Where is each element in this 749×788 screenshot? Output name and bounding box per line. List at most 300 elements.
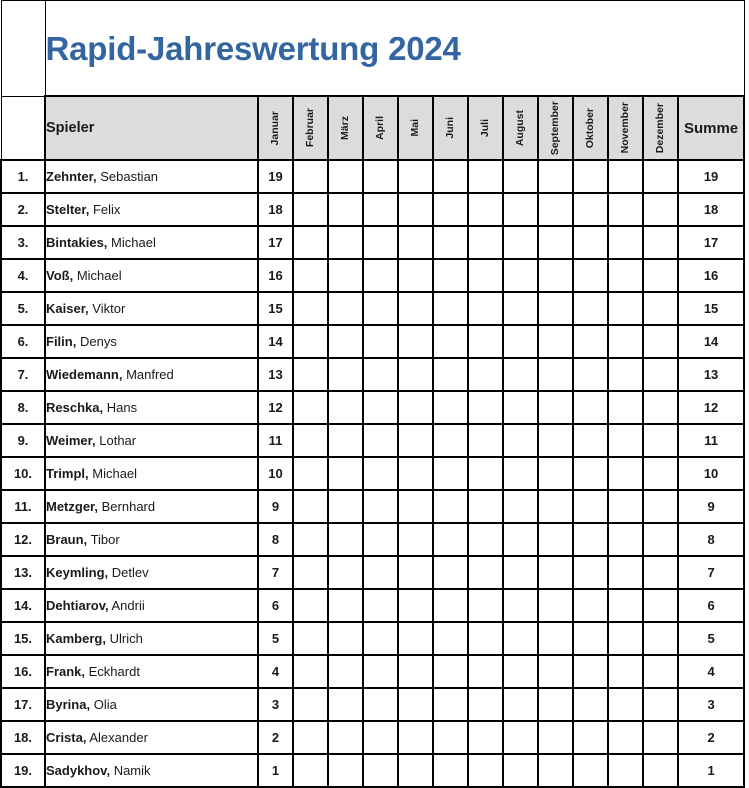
month-score-cell bbox=[503, 655, 538, 688]
header-month-label: September bbox=[549, 100, 562, 156]
month-score-cell bbox=[363, 754, 398, 787]
month-score-cell bbox=[503, 292, 538, 325]
header-month-label: August bbox=[514, 109, 527, 147]
month-score-cell bbox=[328, 754, 363, 787]
month-score-cell bbox=[608, 457, 643, 490]
header-month-mai bbox=[398, 96, 433, 160]
month-score-cell bbox=[643, 721, 678, 754]
header-month-september bbox=[538, 96, 573, 160]
header-rank bbox=[1, 96, 45, 160]
month-score-cell: 19 bbox=[258, 160, 293, 193]
player-first-name: Detlev bbox=[111, 565, 149, 580]
sum-cell: 12 bbox=[678, 391, 744, 424]
month-score-cell bbox=[573, 688, 608, 721]
month-score-cell bbox=[433, 391, 468, 424]
sum-cell: 10 bbox=[678, 457, 744, 490]
month-score-cell bbox=[398, 325, 433, 358]
month-score-cell: 7 bbox=[258, 556, 293, 589]
rank-cell: 13. bbox=[1, 556, 45, 589]
month-score-cell bbox=[503, 754, 538, 787]
player-first-name: Manfred bbox=[126, 367, 174, 382]
month-score-cell bbox=[538, 226, 573, 259]
header-month-label: März bbox=[339, 116, 352, 140]
sum-cell: 17 bbox=[678, 226, 744, 259]
month-score-cell bbox=[363, 556, 398, 589]
month-score-cell bbox=[608, 160, 643, 193]
month-score-cell bbox=[398, 391, 433, 424]
rank-cell: 14. bbox=[1, 589, 45, 622]
month-score-cell bbox=[538, 358, 573, 391]
sum-cell: 14 bbox=[678, 325, 744, 358]
player-first-name: Olia bbox=[93, 697, 117, 712]
month-score-cell bbox=[363, 457, 398, 490]
player-last-name: Reschka, bbox=[46, 400, 104, 415]
month-score-cell: 6 bbox=[258, 589, 293, 622]
month-score-cell bbox=[328, 655, 363, 688]
player-name-cell bbox=[45, 754, 258, 787]
month-score-cell bbox=[363, 391, 398, 424]
player-last-name: Voß, bbox=[46, 268, 74, 283]
player-last-name: Byrina, bbox=[46, 697, 91, 712]
sum-cell: 1 bbox=[678, 754, 744, 787]
month-score-cell bbox=[363, 523, 398, 556]
month-score-cell bbox=[468, 325, 503, 358]
month-score-cell bbox=[608, 490, 643, 523]
month-score-cell bbox=[293, 655, 328, 688]
month-score-cell bbox=[433, 325, 468, 358]
player-name-cell bbox=[45, 259, 258, 292]
month-score-cell bbox=[503, 259, 538, 292]
month-score-cell bbox=[433, 589, 468, 622]
month-score-cell bbox=[608, 589, 643, 622]
player-first-name: Tibor bbox=[90, 532, 120, 547]
month-score-cell bbox=[468, 292, 503, 325]
month-score-cell: 17 bbox=[258, 226, 293, 259]
month-score-cell bbox=[398, 490, 433, 523]
header-month-juli bbox=[468, 96, 503, 160]
month-score-cell bbox=[608, 259, 643, 292]
month-score-cell bbox=[328, 622, 363, 655]
player-last-name: Dehtiarov, bbox=[46, 598, 109, 613]
sum-cell: 18 bbox=[678, 193, 744, 226]
table-row bbox=[1, 160, 744, 193]
month-score-cell bbox=[643, 358, 678, 391]
month-score-cell bbox=[328, 391, 363, 424]
header-month-label: Oktober bbox=[584, 107, 597, 149]
month-score-cell bbox=[293, 325, 328, 358]
month-score-cell: 12 bbox=[258, 391, 293, 424]
month-score-cell bbox=[433, 457, 468, 490]
month-score-cell: 1 bbox=[258, 754, 293, 787]
sum-cell: 16 bbox=[678, 259, 744, 292]
month-score-cell bbox=[433, 556, 468, 589]
player-name-cell bbox=[45, 490, 258, 523]
month-score-cell bbox=[503, 226, 538, 259]
sum-cell: 2 bbox=[678, 721, 744, 754]
month-score-cell bbox=[468, 193, 503, 226]
month-score-cell bbox=[398, 754, 433, 787]
month-score-cell bbox=[293, 160, 328, 193]
table-row bbox=[1, 292, 744, 325]
month-score-cell bbox=[433, 193, 468, 226]
month-score-cell bbox=[328, 589, 363, 622]
month-score-cell bbox=[363, 655, 398, 688]
month-score-cell bbox=[468, 424, 503, 457]
month-score-cell bbox=[433, 424, 468, 457]
sum-cell: 8 bbox=[678, 523, 744, 556]
month-score-cell bbox=[398, 358, 433, 391]
player-name-cell bbox=[45, 325, 258, 358]
month-score-cell bbox=[468, 655, 503, 688]
month-score-cell: 3 bbox=[258, 688, 293, 721]
month-score-cell bbox=[643, 424, 678, 457]
month-score-cell bbox=[608, 655, 643, 688]
month-score-cell bbox=[573, 358, 608, 391]
month-score-cell bbox=[328, 259, 363, 292]
rank-cell: 12. bbox=[1, 523, 45, 556]
month-score-cell bbox=[643, 457, 678, 490]
month-score-cell bbox=[363, 589, 398, 622]
month-score-cell bbox=[503, 457, 538, 490]
month-score-cell bbox=[538, 424, 573, 457]
month-score-cell: 4 bbox=[258, 655, 293, 688]
player-first-name: Alexander bbox=[89, 730, 148, 745]
header-month-label: Juni bbox=[444, 117, 457, 139]
month-score-cell bbox=[643, 160, 678, 193]
player-first-name: Namik bbox=[113, 763, 151, 778]
month-score-cell bbox=[608, 688, 643, 721]
header-month-label: April bbox=[374, 116, 387, 140]
player-last-name: Kamberg, bbox=[46, 631, 106, 646]
month-score-cell bbox=[538, 523, 573, 556]
table-row bbox=[1, 424, 744, 457]
month-score-cell bbox=[643, 259, 678, 292]
month-score-cell bbox=[608, 193, 643, 226]
month-score-cell bbox=[293, 523, 328, 556]
month-score-cell: 15 bbox=[258, 292, 293, 325]
header-player: Spieler bbox=[45, 96, 258, 160]
player-last-name: Filin, bbox=[46, 334, 77, 349]
month-score-cell bbox=[608, 556, 643, 589]
table-header-row bbox=[1, 96, 744, 160]
month-score-cell bbox=[328, 325, 363, 358]
month-score-cell bbox=[468, 160, 503, 193]
month-score-cell bbox=[643, 655, 678, 688]
table-row bbox=[1, 589, 744, 622]
month-score-cell bbox=[503, 556, 538, 589]
month-score-cell bbox=[398, 622, 433, 655]
month-score-cell: 9 bbox=[258, 490, 293, 523]
month-score-cell bbox=[433, 160, 468, 193]
player-last-name: Bintakies, bbox=[46, 235, 108, 250]
player-last-name: Frank, bbox=[46, 664, 86, 679]
month-score-cell bbox=[503, 193, 538, 226]
month-score-cell: 5 bbox=[258, 622, 293, 655]
month-score-cell bbox=[328, 193, 363, 226]
player-name-cell bbox=[45, 226, 258, 259]
month-score-cell bbox=[608, 325, 643, 358]
rank-cell: 9. bbox=[1, 424, 45, 457]
month-score-cell bbox=[573, 259, 608, 292]
player-first-name: Michael bbox=[92, 466, 138, 481]
header-month-juni bbox=[433, 96, 468, 160]
month-score-cell bbox=[363, 490, 398, 523]
month-score-cell bbox=[503, 391, 538, 424]
month-score-cell bbox=[608, 721, 643, 754]
month-score-cell bbox=[398, 523, 433, 556]
player-first-name: Ulrich bbox=[109, 631, 143, 646]
month-score-cell bbox=[293, 457, 328, 490]
month-score-cell bbox=[538, 589, 573, 622]
player-last-name: Zehnter, bbox=[46, 169, 97, 184]
header-month-november bbox=[608, 96, 643, 160]
month-score-cell bbox=[608, 358, 643, 391]
month-score-cell bbox=[503, 589, 538, 622]
month-score-cell bbox=[643, 226, 678, 259]
table-row bbox=[1, 622, 744, 655]
player-last-name: Stelter, bbox=[46, 202, 90, 217]
month-score-cell bbox=[293, 424, 328, 457]
month-score-cell bbox=[643, 193, 678, 226]
player-last-name: Wiedemann, bbox=[46, 367, 123, 382]
player-name-cell bbox=[45, 523, 258, 556]
month-score-cell bbox=[468, 556, 503, 589]
rank-cell: 11. bbox=[1, 490, 45, 523]
player-first-name: Felix bbox=[92, 202, 121, 217]
header-month-dezember bbox=[643, 96, 678, 160]
month-score-cell: 14 bbox=[258, 325, 293, 358]
month-score-cell bbox=[433, 292, 468, 325]
month-score-cell bbox=[363, 622, 398, 655]
month-score-cell bbox=[503, 358, 538, 391]
rank-cell: 2. bbox=[1, 193, 45, 226]
table-row bbox=[1, 457, 744, 490]
player-last-name: Kaiser, bbox=[46, 301, 89, 316]
month-score-cell bbox=[538, 721, 573, 754]
month-score-cell bbox=[538, 259, 573, 292]
player-name-cell bbox=[45, 556, 258, 589]
month-score-cell bbox=[433, 655, 468, 688]
month-score-cell bbox=[643, 589, 678, 622]
month-score-cell bbox=[573, 424, 608, 457]
month-score-cell bbox=[328, 358, 363, 391]
month-score-cell: 11 bbox=[258, 424, 293, 457]
month-score-cell bbox=[468, 490, 503, 523]
rank-cell: 18. bbox=[1, 721, 45, 754]
month-score-cell bbox=[573, 556, 608, 589]
month-score-cell bbox=[468, 688, 503, 721]
rank-cell: 19. bbox=[1, 754, 45, 787]
month-score-cell bbox=[538, 193, 573, 226]
month-score-cell bbox=[363, 424, 398, 457]
month-score-cell bbox=[293, 292, 328, 325]
player-first-name: Eckhardt bbox=[88, 664, 140, 679]
month-score-cell bbox=[328, 490, 363, 523]
sum-cell: 15 bbox=[678, 292, 744, 325]
player-name-cell bbox=[45, 688, 258, 721]
month-score-cell bbox=[293, 490, 328, 523]
rank-cell: 7. bbox=[1, 358, 45, 391]
month-score-cell bbox=[293, 226, 328, 259]
player-name-cell bbox=[45, 622, 258, 655]
player-first-name: Sebastian bbox=[100, 169, 159, 184]
month-score-cell bbox=[573, 325, 608, 358]
player-name-cell bbox=[45, 424, 258, 457]
sum-cell: 13 bbox=[678, 358, 744, 391]
month-score-cell bbox=[398, 424, 433, 457]
player-name-cell bbox=[45, 193, 258, 226]
player-name-cell bbox=[45, 589, 258, 622]
month-score-cell bbox=[538, 325, 573, 358]
month-score-cell bbox=[643, 391, 678, 424]
month-score-cell bbox=[328, 292, 363, 325]
sum-cell: 6 bbox=[678, 589, 744, 622]
player-first-name: Hans bbox=[106, 400, 138, 415]
table-row bbox=[1, 721, 744, 754]
month-score-cell bbox=[433, 523, 468, 556]
sum-cell: 4 bbox=[678, 655, 744, 688]
corner-blank-cell bbox=[1, 1, 45, 97]
month-score-cell bbox=[293, 721, 328, 754]
month-score-cell bbox=[398, 259, 433, 292]
page-title: Rapid-Jahreswertung 2024 bbox=[45, 29, 461, 67]
player-name-cell bbox=[45, 160, 258, 193]
month-score-cell bbox=[643, 622, 678, 655]
player-name-cell bbox=[45, 457, 258, 490]
sum-cell: 9 bbox=[678, 490, 744, 523]
table-row bbox=[1, 391, 744, 424]
month-score-cell bbox=[608, 226, 643, 259]
month-score-cell bbox=[573, 589, 608, 622]
header-month-label: Februar bbox=[304, 108, 317, 148]
month-score-cell bbox=[468, 259, 503, 292]
sum-cell: 11 bbox=[678, 424, 744, 457]
month-score-cell bbox=[538, 391, 573, 424]
month-score-cell bbox=[468, 358, 503, 391]
month-score-cell bbox=[538, 754, 573, 787]
player-name-cell bbox=[45, 391, 258, 424]
month-score-cell bbox=[573, 292, 608, 325]
month-score-cell bbox=[503, 523, 538, 556]
month-score-cell bbox=[573, 391, 608, 424]
month-score-cell bbox=[328, 688, 363, 721]
month-score-cell bbox=[328, 226, 363, 259]
month-score-cell: 2 bbox=[258, 721, 293, 754]
table-body bbox=[1, 1, 744, 788]
table-row bbox=[1, 325, 744, 358]
month-score-cell bbox=[573, 193, 608, 226]
month-score-cell bbox=[468, 754, 503, 787]
player-last-name: Metzger, bbox=[46, 499, 99, 514]
table-row bbox=[1, 523, 744, 556]
month-score-cell: 16 bbox=[258, 259, 293, 292]
month-score-cell bbox=[363, 721, 398, 754]
month-score-cell bbox=[433, 259, 468, 292]
month-score-cell bbox=[363, 292, 398, 325]
month-score-cell bbox=[608, 292, 643, 325]
month-score-cell bbox=[398, 556, 433, 589]
rank-cell: 16. bbox=[1, 655, 45, 688]
month-score-cell bbox=[573, 721, 608, 754]
month-score-cell bbox=[328, 721, 363, 754]
month-score-cell bbox=[468, 721, 503, 754]
player-name-cell bbox=[45, 721, 258, 754]
month-score-cell bbox=[293, 688, 328, 721]
header-month-label: Mai bbox=[409, 119, 422, 137]
rank-cell: 17. bbox=[1, 688, 45, 721]
player-last-name: Weimer, bbox=[46, 433, 96, 448]
month-score-cell bbox=[328, 424, 363, 457]
player-last-name: Braun, bbox=[46, 532, 88, 547]
month-score-cell bbox=[573, 160, 608, 193]
month-score-cell bbox=[503, 622, 538, 655]
rank-cell: 6. bbox=[1, 325, 45, 358]
table-row bbox=[1, 688, 744, 721]
header-month-label: Juli bbox=[479, 118, 492, 138]
month-score-cell bbox=[468, 523, 503, 556]
month-score-cell bbox=[538, 457, 573, 490]
month-score-cell bbox=[468, 457, 503, 490]
table-row bbox=[1, 655, 744, 688]
month-score-cell bbox=[608, 391, 643, 424]
month-score-cell bbox=[433, 721, 468, 754]
month-score-cell bbox=[328, 457, 363, 490]
header-month-label: Januar bbox=[269, 110, 282, 146]
month-score-cell bbox=[503, 424, 538, 457]
table-row bbox=[1, 259, 744, 292]
month-score-cell bbox=[503, 160, 538, 193]
month-score-cell bbox=[328, 160, 363, 193]
month-score-cell bbox=[293, 358, 328, 391]
month-score-cell bbox=[643, 556, 678, 589]
month-score-cell bbox=[293, 193, 328, 226]
month-score-cell bbox=[363, 688, 398, 721]
month-score-cell bbox=[433, 490, 468, 523]
player-first-name: Michael bbox=[111, 235, 156, 250]
month-score-cell bbox=[468, 622, 503, 655]
player-first-name: Lothar bbox=[99, 433, 137, 448]
player-last-name: Sadykhov, bbox=[46, 763, 111, 778]
month-score-cell bbox=[363, 325, 398, 358]
month-score-cell bbox=[398, 292, 433, 325]
header-month-label: November bbox=[619, 102, 632, 154]
rank-cell: 1. bbox=[1, 160, 45, 193]
month-score-cell bbox=[433, 358, 468, 391]
month-score-cell bbox=[538, 655, 573, 688]
month-score-cell bbox=[608, 523, 643, 556]
sum-cell: 7 bbox=[678, 556, 744, 589]
month-score-cell bbox=[398, 193, 433, 226]
month-score-cell bbox=[363, 259, 398, 292]
month-score-cell bbox=[573, 490, 608, 523]
month-score-cell bbox=[503, 721, 538, 754]
month-score-cell bbox=[538, 160, 573, 193]
month-score-cell bbox=[328, 556, 363, 589]
month-score-cell bbox=[538, 490, 573, 523]
month-score-cell: 18 bbox=[258, 193, 293, 226]
month-score-cell bbox=[643, 754, 678, 787]
month-score-cell bbox=[468, 226, 503, 259]
month-score-cell bbox=[293, 589, 328, 622]
month-score-cell bbox=[293, 754, 328, 787]
header-month-august bbox=[503, 96, 538, 160]
table-row bbox=[1, 556, 744, 589]
month-score-cell: 13 bbox=[258, 358, 293, 391]
header-month-oktober bbox=[573, 96, 608, 160]
month-score-cell bbox=[363, 358, 398, 391]
player-name-cell bbox=[45, 655, 258, 688]
month-score-cell bbox=[398, 226, 433, 259]
